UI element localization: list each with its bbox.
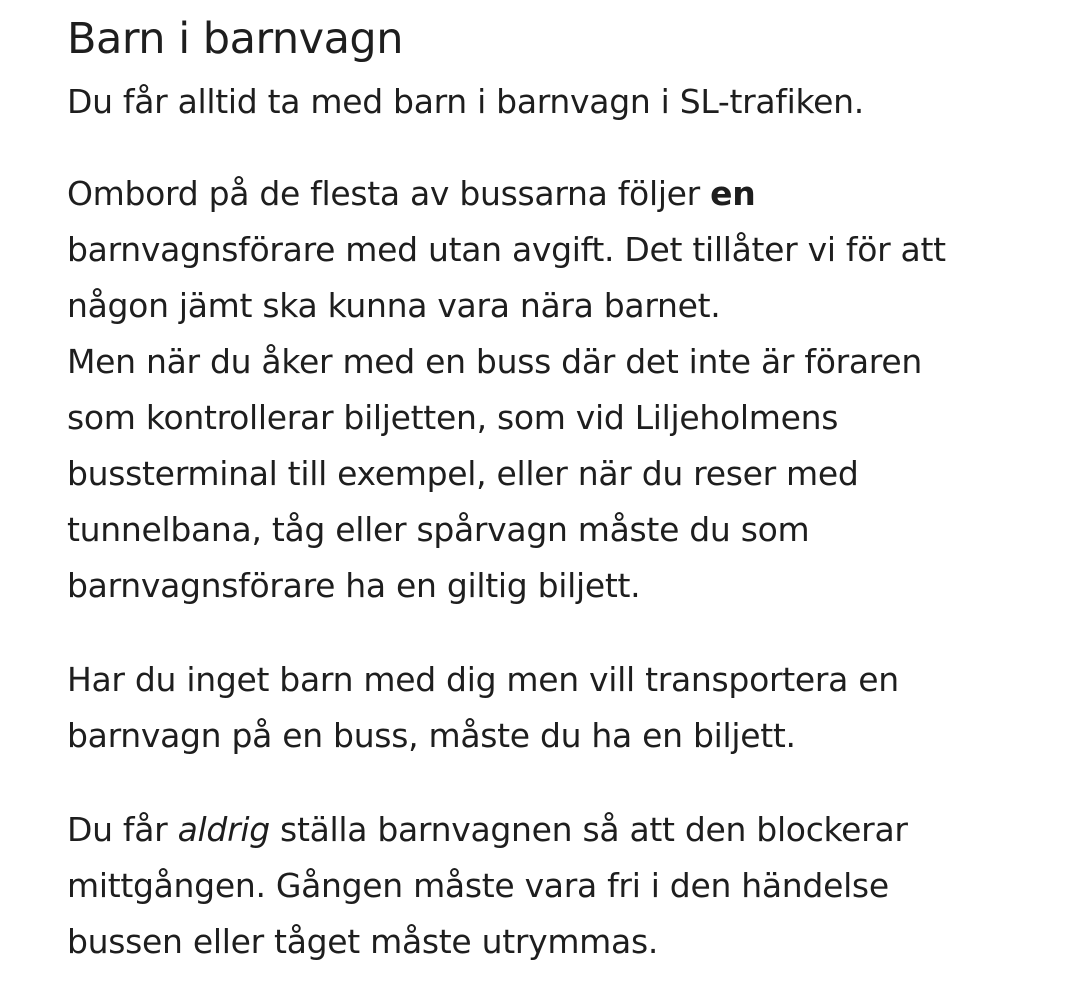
text-line: bussterminal till exempel, eller när du reser med — [67, 454, 859, 493]
lead-paragraph: Du får alltid ta med barn i barnvagn i SL-trafiken. — [67, 82, 864, 121]
page-title: Barn i barnvagn — [67, 14, 403, 64]
text-line: tunnelbana, tåg eller spårvagn måste du som — [67, 510, 810, 549]
text-run: ställa barnvagnen så att den blockerar — [269, 810, 908, 849]
text-line: Men när du åker med en buss där det inte är föraren — [67, 342, 922, 381]
text-run: Du får — [67, 810, 178, 849]
text-run: Ombord på de flesta av bussarna följer — [67, 174, 711, 213]
text-line: mittgången. Gången måste vara fri i den händelse — [67, 866, 889, 905]
text-line: barnvagnsförare ha en giltig biljett. — [67, 566, 641, 605]
text-line: någon jämt ska kunna vara nära barnet. — [67, 286, 721, 325]
text-line: barnvagn på en buss, måste du ha en biljett. — [67, 716, 796, 755]
paragraph-stroller-drivers — [67, 166, 1067, 614]
paragraph-aisle — [67, 802, 1067, 970]
text-line: bussen eller tåget måste utrymmas. — [67, 922, 659, 961]
text-line — [67, 802, 1067, 858]
text-line: som kontrollerar biljetten, som vid Liljeholmens — [67, 398, 839, 437]
emphasis-bold: en — [710, 174, 756, 213]
article — [67, 10, 1067, 970]
text-line — [67, 166, 1067, 222]
text-line: barnvagnsförare med utan avgift. Det tillåter vi för att — [67, 230, 946, 269]
emphasis-italic: aldrig — [177, 810, 270, 849]
paragraph-no-child — [67, 652, 1067, 764]
text-line: Har du inget barn med dig men vill transportera en — [67, 660, 899, 699]
